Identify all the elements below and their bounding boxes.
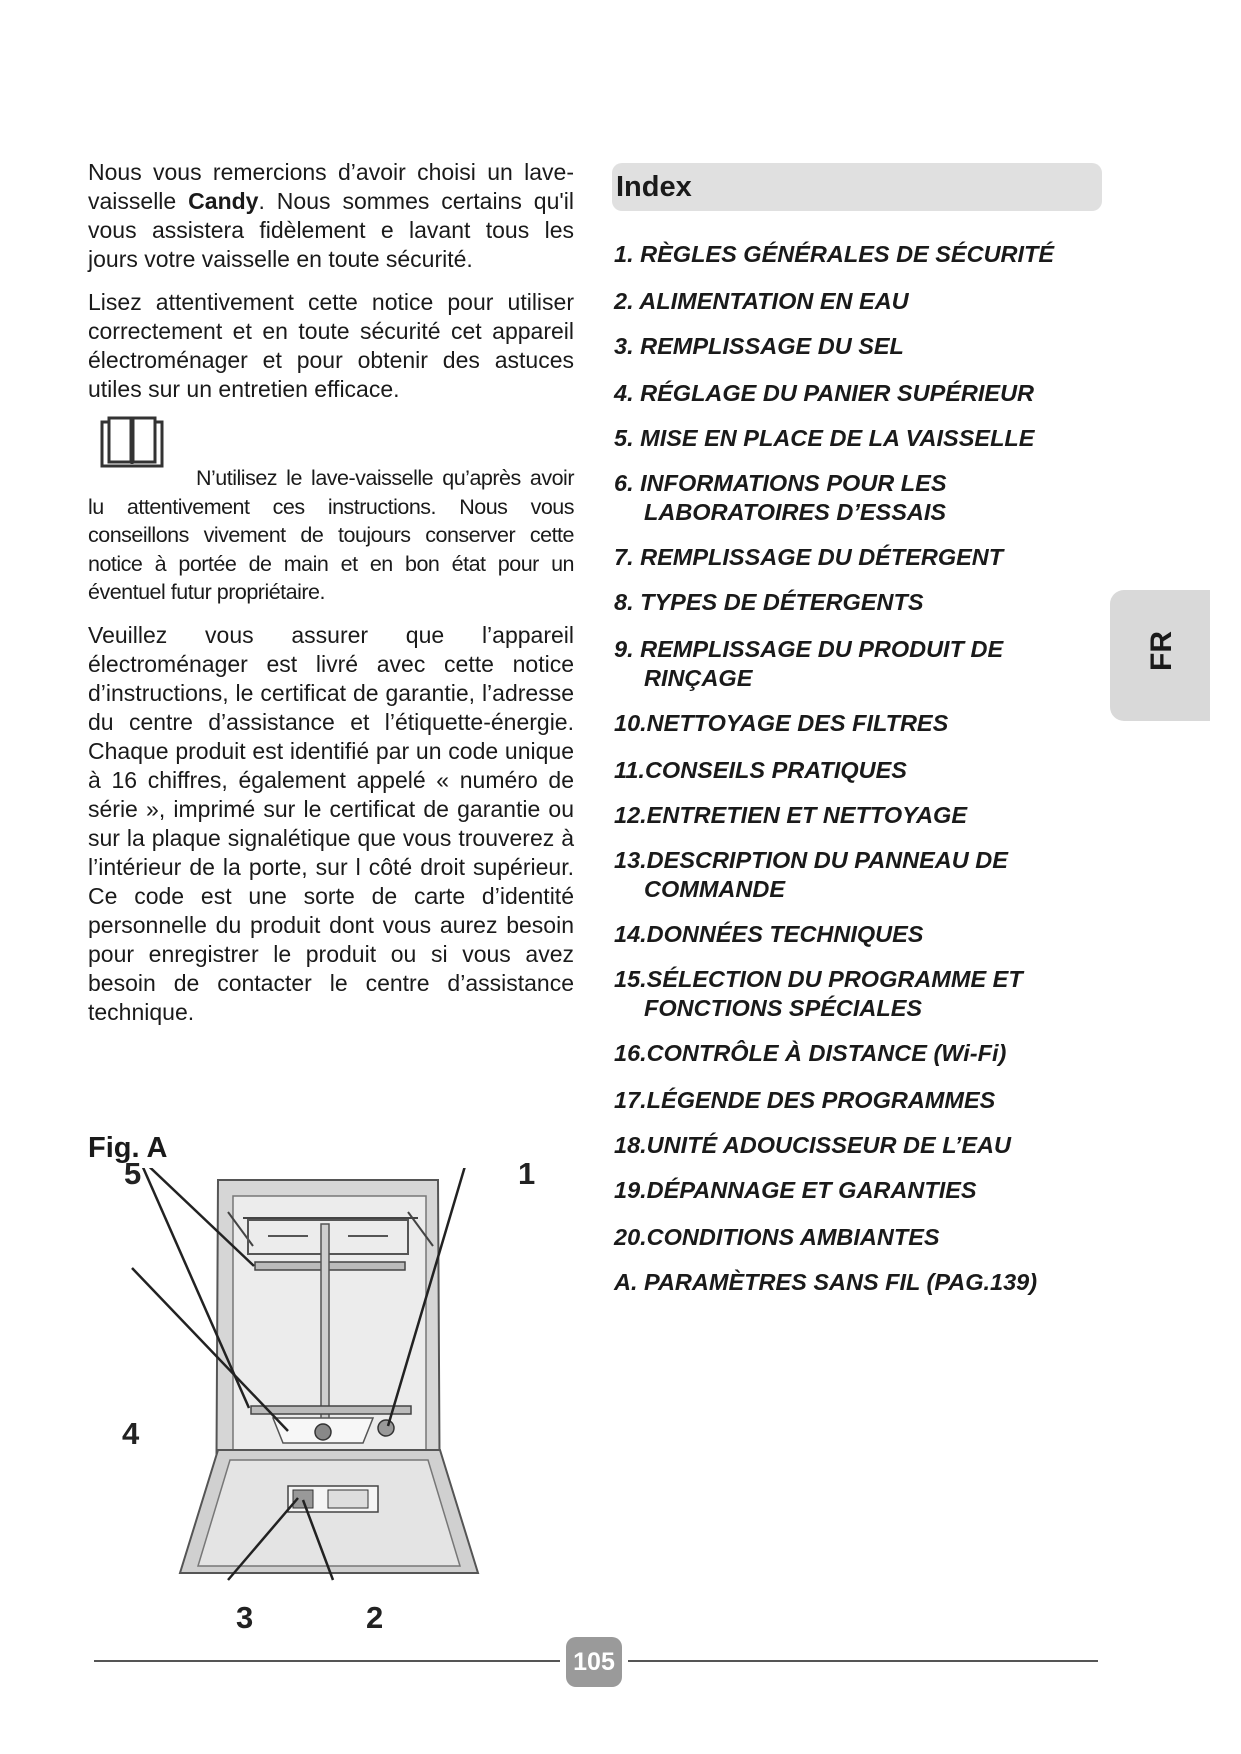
index-item-text: CONSEILS PRATIQUES [644,757,907,783]
index-item-number: 19. [614,1177,647,1203]
index-item-1[interactable] [614,240,1114,269]
index-item-14[interactable] [614,920,1114,949]
brand-name: Candy [188,188,259,214]
index-item-3[interactable] [614,332,1114,361]
read-manual-notice [88,426,574,607]
figure-label-3: 3 [236,1600,254,1635]
index-item-text: REMPLISSAGE DU SEL [640,333,904,359]
index-item-a[interactable] [614,1268,1114,1297]
index-item-13[interactable] [614,846,1084,904]
footer-divider-right [628,1660,1098,1662]
book-icon [100,416,164,468]
index-item-number: A. [614,1269,645,1295]
index-item-text: CONTRÔLE À DISTANCE (Wi-Fi) [646,1040,1007,1066]
index-item-16[interactable] [614,1039,1114,1068]
index-item-7[interactable] [614,543,1114,572]
index-item-number: 8. [614,589,641,615]
index-item-number: 17. [614,1087,647,1113]
intro-column [88,158,574,1041]
figure-label-2: 2 [366,1600,384,1635]
index-item-15[interactable] [614,965,1104,1023]
index-item-number: 1. [614,241,641,267]
index-header [612,163,1102,211]
index-item-20[interactable] [614,1223,1114,1252]
index-item-number: 9. [614,636,641,662]
index-item-2[interactable] [614,287,1114,316]
index-item-5[interactable] [614,424,1114,453]
index-item-19[interactable] [614,1176,1114,1205]
index-item-text: LÉGENDE DES PROGRAMMES [646,1087,996,1113]
index-item-text: NETTOYAGE DES FILTRES [646,710,949,736]
index-item-6[interactable] [614,469,1024,527]
index-item-text: REMPLISSAGE DU PRODUIT DE RINÇAGE [640,636,1004,691]
index-item-number: 7. [614,544,641,570]
index-item-18[interactable] [614,1131,1114,1160]
index-item-number: 14. [614,921,647,947]
figure-label-4: 4 [122,1416,140,1451]
index-item-12[interactable] [614,801,1114,830]
index-item-17[interactable] [614,1086,1114,1115]
index-item-8[interactable] [614,588,1114,617]
index-item-text: INFORMATIONS POUR LES LABORATOIRES D’ESSAIS [640,470,947,525]
intro-paragraph-3: N’utilisez le lave-vaisselle qu’après avoir lu attentivement ces instructions. Nous vous conseillons vivement de toujours conserver cette notice à portée de main et en bon état pour un éventuel futur propriétaire. [88,466,574,604]
index-item-text: ALIMENTATION EN EAU [639,288,909,314]
index-item-number: 6. [614,470,641,496]
index-item-text: SÉLECTION DU PROGRAMME ET FONCTIONS SPÉCIALES [644,966,1023,1021]
index-item-number: 5. [614,425,641,451]
index-item-number: 13. [614,847,647,873]
index-item-text: DONNÉES TECHNIQUES [646,921,924,947]
footer-divider-left [94,1660,560,1662]
index-item-text: RÉGLAGE DU PANIER SUPÉRIEUR [640,380,1035,406]
index-item-text: REMPLISSAGE DU DÉTERGENT [640,544,1004,570]
index-item-11[interactable] [614,756,1114,785]
figure-title: Fig. A [88,1132,168,1164]
intro-text-cont: . Nous sommes certains qu'il vous assistera fidèlement e lavant tous les jours votre vaisselle en toute sécurité. [88,188,574,272]
index-item-text: ENTRETIEN ET NETTOYAGE [646,802,967,828]
intro-paragraph-2: Lisez attentivement cette notice pour utiliser correctement et en toute sécurité cet appareil électroménager et pour obtenir des astuces utiles sur un entretien efficace. [88,289,574,402]
index-item-number: 18. [614,1132,647,1158]
index-item-9[interactable] [614,635,1084,693]
index-item-number: 4. [614,380,641,406]
index-item-text: MISE EN PLACE DE LA VAISSELLE [640,425,1035,451]
figure-label-1: 1 [518,1156,536,1191]
index-item-text: UNITÉ ADOUCISSEUR DE L’EAU [646,1132,1011,1158]
index-item-number: 3. [614,333,641,359]
dishwasher-figure [118,1156,538,1648]
dishwasher-illustration [118,1168,538,1648]
index-item-text: DESCRIPTION DU PANNEAU DE COMMANDE [644,847,1008,902]
figure-label-5: 5 [124,1156,142,1191]
index-item-number: 15. [614,966,647,992]
index-item-number: 12. [614,802,647,828]
index-item-number: 11. [614,757,645,783]
index-item-text: PARAMÈTRES SANS FIL (PAG.139) [644,1269,1038,1295]
index-item-4[interactable] [614,379,1114,408]
index-item-number: 2. [614,288,640,314]
index-item-number: 20. [614,1224,647,1250]
index-title: Index [616,171,692,203]
intro-text: Nous vous remercions d’avoir choisi un lave-vaisselle [88,159,574,214]
page-number: 105 [566,1637,622,1687]
index-list [614,240,1114,1297]
intro-paragraph-1 [88,158,574,274]
language-tab [1110,590,1210,721]
index-item-10[interactable] [614,709,1114,738]
index-item-number: 16. [614,1040,647,1066]
language-tab-label: FR [1145,631,1178,671]
index-item-text: DÉPANNAGE ET GARANTIES [646,1177,977,1203]
index-item-text: CONDITIONS AMBIANTES [646,1224,940,1250]
index-item-text: RÈGLES GÉNÉRALES DE SÉCURITÉ [640,241,1055,267]
intro-paragraph-4: Veuillez vous assurer que l’appareil électroménager est livré avec cette notice d’instructions, le certificat de garantie, l’adresse du centre d’assistance et l’étiquette-énergie. Chaque produit est identifié par un code unique à 16 chiffres, également appelé « numéro de série », imprimé sur le certificat de garantie ou sur la plaque signalétique que vous trouverez à l’intérieur de la porte, sur l côté droit supérieur. Ce code est une sorte de carte d’identité personnelle du produit dont vous aurez besoin pour enregistrer le produit ou si vous avez besoin de contacter le centre d’assistance technique. [88,621,574,1025]
index-item-number: 10. [614,710,647,736]
index-item-text: TYPES DE DÉTERGENTS [640,589,924,615]
